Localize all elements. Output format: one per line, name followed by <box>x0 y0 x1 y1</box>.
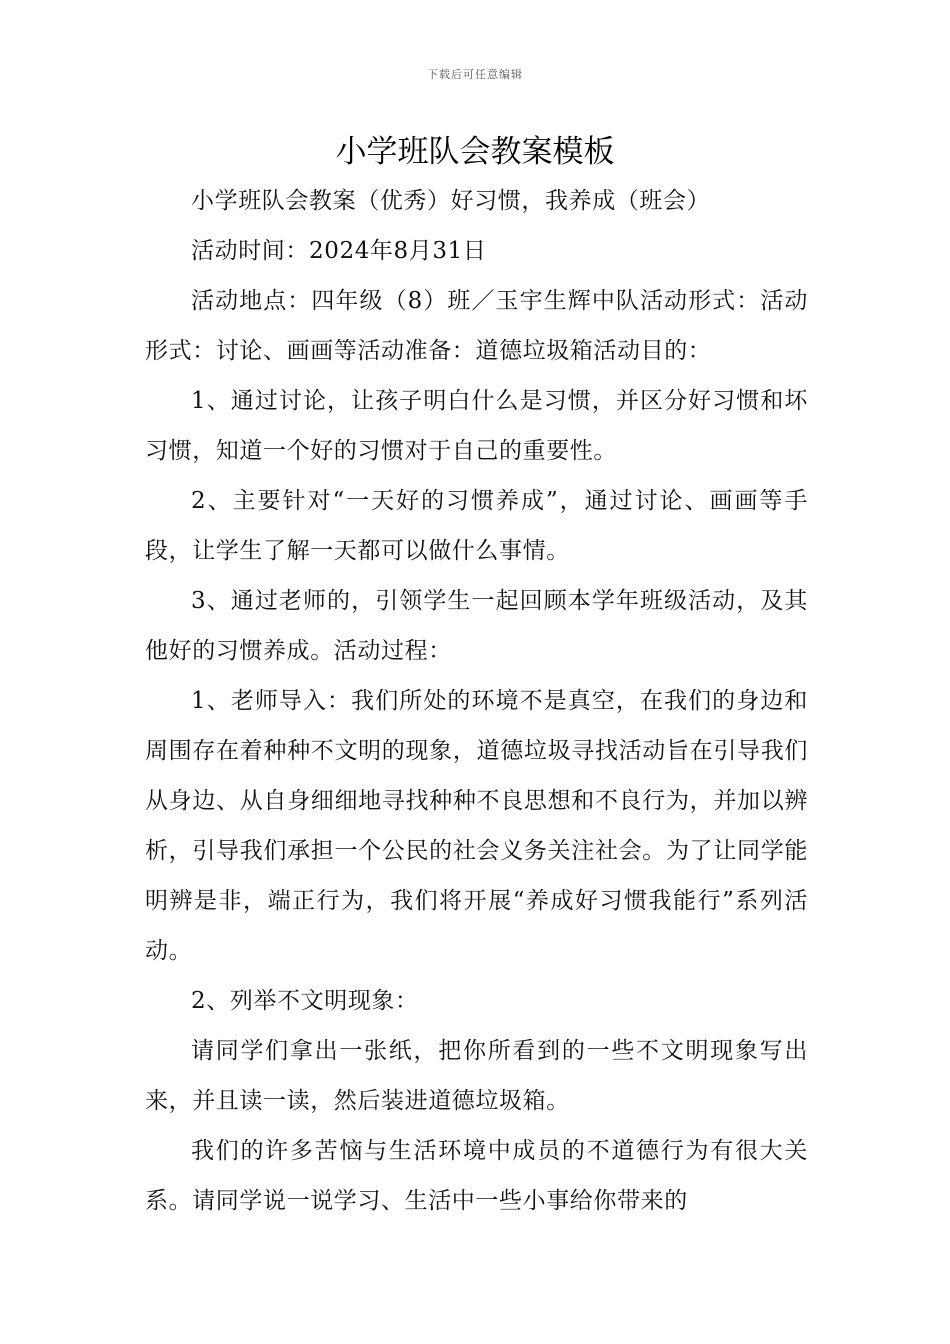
paragraph-step-2: 2、列举不文明现象： <box>191 988 419 1014</box>
paragraph-location: 活动地点：四年级（8）班／玉宇生辉中队活动形式：活动形式：讨论、画画等活动准备：道德垃圾箱活动目的： <box>145 288 808 364</box>
paragraph-step-1: 1、老师导入：我们所处的环境不是真空，在我们的身边和周围存在着种种不文明的现象，道德垃圾寻找活动旨在引导我们从身边、从自身细细地寻找种种不良思想和不良行为，并加以辨析，引导我们承担一个公民的社会义务关注社会。为了让同学能明辨是非，端正行为，我们将开展“养成好习惯我能行”系列活动。 <box>145 688 808 964</box>
paragraph-goal-3: 3、通过老师的，引领学生一起回顾本学年班级活动，及其他好的习惯养成。活动过程： <box>145 588 808 664</box>
paragraph-goal-1: 1、通过讨论，让孩子明白什么是习惯，并区分好习惯和坏习惯，知道一个好的习惯对于自己的重要性。 <box>145 388 808 464</box>
paragraph-instruction: 请同学们拿出一张纸，把你所看到的一些不文明现象写出来，并且读一读，然后装进道德垃圾箱。 <box>145 1038 808 1114</box>
paragraph-subtitle: 小学班队会教案（优秀）好习惯，我养成（班会） <box>191 188 711 214</box>
header-note: 下载后可任意编辑 <box>427 68 523 81</box>
document-title: 小学班队会教案模板 <box>335 134 615 170</box>
document-body <box>145 176 808 1226</box>
paragraph-discussion: 我们的许多苦恼与生活环境中成员的不道德行为有很大关系。请同学说一说学习、生活中一些小事给你带来的 <box>145 1138 808 1214</box>
paragraph-goal-2: 2、主要针对“一天好的习惯养成”，通过讨论、画画等手段，让学生了解一天都可以做什么事情。 <box>145 488 808 564</box>
paragraph-time: 活动时间：2024年8月31日 <box>191 238 487 264</box>
